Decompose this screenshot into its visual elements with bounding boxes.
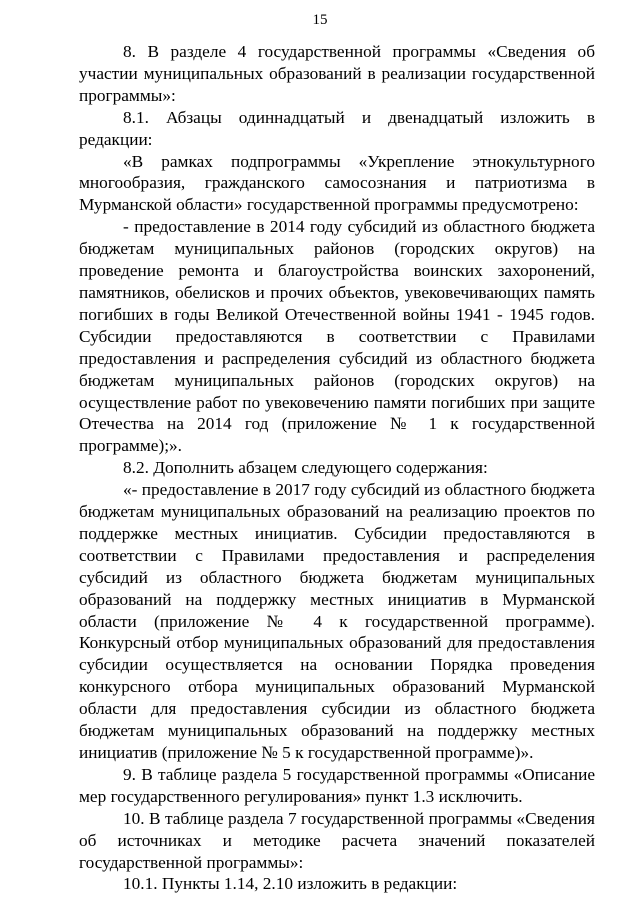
paragraph-item-8-1: 8.1. Абзацы одиннадцатый и двенадцатый изложить в редакции: <box>79 107 595 149</box>
document-body <box>79 41 595 895</box>
paragraph-quote-subprogram: «В рамках подпрограммы «Укрепление этнокультурного многообразия, гражданского самосознания и патриотизма в Мурманской области» государственной программы предусмотрено: <box>79 151 595 215</box>
page-number: 15 <box>312 12 328 28</box>
paragraph-item-8-2: 8.2. Дополнить абзацем следующего содержания: <box>123 458 488 478</box>
paragraph-item-9: 9. В таблице раздела 5 государственной программы «Описание мер государственного регулирования» пункт 1.3 исключить. <box>79 764 595 806</box>
paragraph-subsidies-2014: - предоставление в 2014 году субсидий из областного бюджета бюджетам муниципальных районов (городских округов) на проведение ремонта и благоустройства воинских захоронений, памятников, обелисков и прочих объектов, увековечивающих память погибших в годы Великой Отечественной войны 1941 - 1945 годов. Субсидии предоставляются в соответствии с Правилами предоставления и распределения субсидий из областного бюджета бюджетам муниципальных районов (городских округов) на осуществление работ по увековечению памяти погибших при защите Отечества на 2014 год (приложение № 1 к государственной программе);». <box>79 217 595 456</box>
paragraph-item-8: 8. В разделе 4 государственной программы «Сведения об участии муниципальных образований в реализации государственной программы»: <box>79 42 595 105</box>
paragraph-subsidies-2017: «- предоставление в 2017 году субсидий из областного бюджета бюджетам муниципальных образований на реализацию проектов по поддержке местных инициатив. Субсидии предоставляются в соответствии с Правилами предоставления и распределения субсидий из областного бюджета бюджетам муниципальных образований на поддержку местных инициатив в Мурманской области (приложение № 4 к государственной программе). Конкурсный отбор муниципальных образований для предоставления субсидии осуществляется на основании Порядка проведения конкурсного отбора муниципальных образований Мурманской области для предоставления субсидии из областного бюджета бюджетам муниципальных образований на поддержку местных инициатив (приложение № 5 к государственной программе)». <box>79 480 595 762</box>
paragraph-item-10: 10. В таблице раздела 7 государственной программы «Сведения об источниках и методике расчета значений показателей государственной программы»: <box>79 808 595 872</box>
paragraph-item-10-1: 10.1. Пункты 1.14, 2.10 изложить в редакции: <box>123 874 458 894</box>
